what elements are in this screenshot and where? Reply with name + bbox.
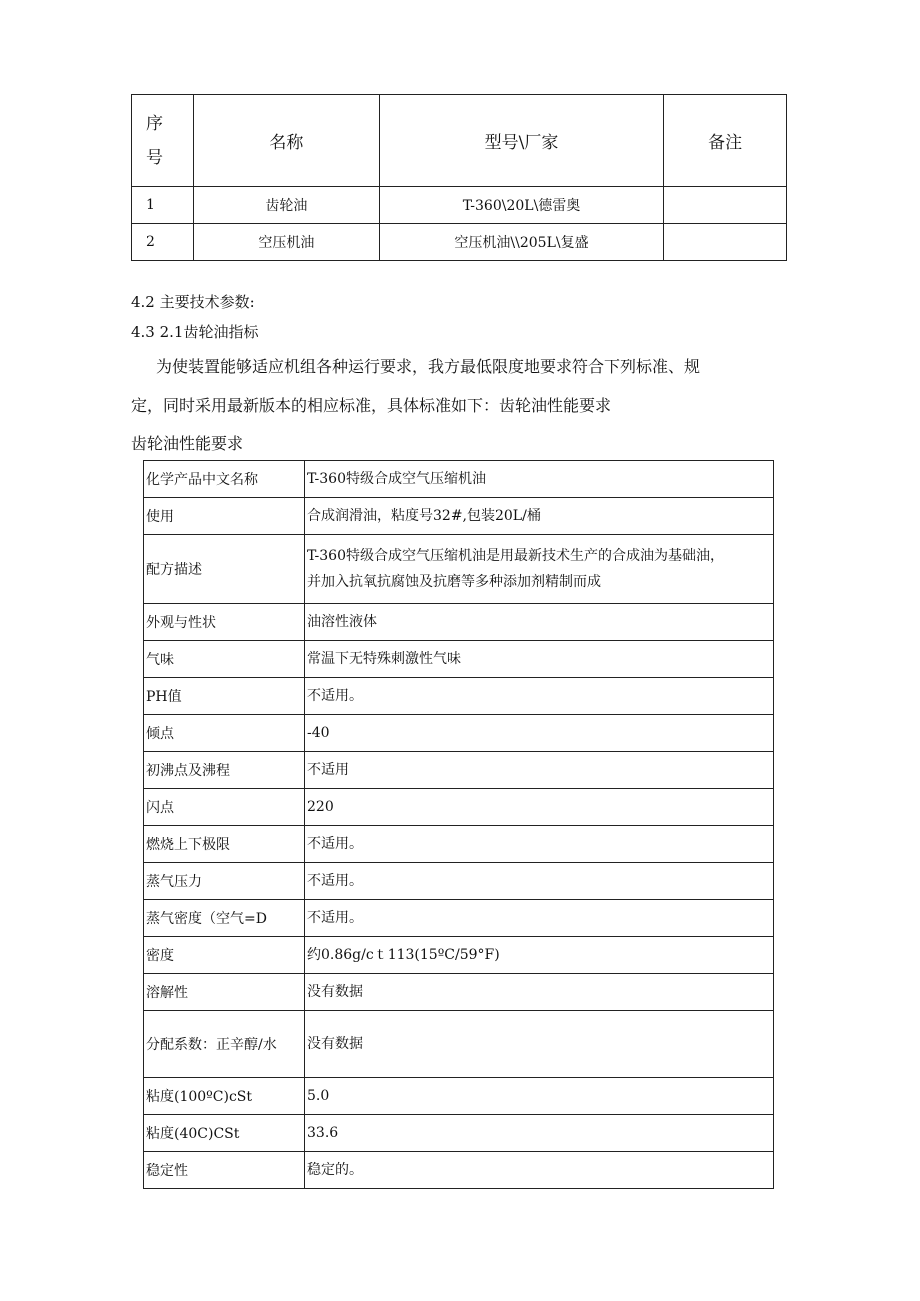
- spec-value: 稳定的。: [305, 1152, 774, 1189]
- spec-value: [305, 535, 774, 604]
- row-no: 1: [132, 187, 194, 224]
- spec-value-line1: T-360特级合成空气压缩机油是用最新技术生产的合成油为基础油，: [307, 548, 724, 564]
- spec-value: 5.0: [305, 1078, 774, 1115]
- spec-row: [144, 937, 774, 974]
- spec-value: 33.6: [305, 1115, 774, 1152]
- spec-row: [144, 604, 774, 641]
- spec-key: 溶解性: [144, 974, 305, 1011]
- header-model: 型号\厂家: [379, 95, 664, 187]
- header-no: [132, 95, 194, 187]
- spec-value: 没有数据: [305, 974, 774, 1011]
- spec-row: [144, 1078, 774, 1115]
- table-row: [132, 224, 787, 261]
- spec-value: 常温下无特殊刺激性气味: [305, 641, 774, 678]
- spec-row: [144, 535, 774, 604]
- spec-row: [144, 461, 774, 498]
- spec-row: [144, 1115, 774, 1152]
- spec-row: [144, 863, 774, 900]
- spec-key: 倾点: [144, 715, 305, 752]
- spec-row: [144, 826, 774, 863]
- spec-value: 不适用。: [305, 863, 774, 900]
- spec-row: [144, 678, 774, 715]
- paragraph-line-1: 为使装置能够适应机组各种运行要求，我方最低限度地要求符合下列标准、规: [156, 357, 701, 376]
- header-note: 备注: [664, 95, 787, 187]
- spec-key: 外观与性状: [144, 604, 305, 641]
- spec-value: T-360特级合成空气压缩机油: [305, 461, 774, 498]
- row-name: 空压机油: [194, 224, 380, 261]
- row-note: [664, 224, 787, 261]
- spec-key: 粘度(100ºC)cSt: [144, 1078, 305, 1115]
- spec-value: 约0.86g/cｔ113(15ºC/59°F): [305, 937, 774, 974]
- row-model: T-360\20L\德雷奥: [379, 187, 664, 224]
- spec-key: 稳定性: [144, 1152, 305, 1189]
- section-heading-main-params: 4.2 主要技术参数:: [131, 293, 255, 311]
- spec-row: [144, 900, 774, 937]
- spec-key: 使用: [144, 498, 305, 535]
- spec-key: 粘度(40C)CSt: [144, 1115, 305, 1152]
- spec-key: 密度: [144, 937, 305, 974]
- row-model: 空压机油\\205L\复盛: [379, 224, 664, 261]
- spec-row: [144, 752, 774, 789]
- header-no-line1: 序: [146, 113, 163, 134]
- product-table: [131, 94, 787, 261]
- spec-value: 没有数据: [305, 1011, 774, 1078]
- header-name: 名称: [194, 95, 380, 187]
- row-no: 2: [132, 224, 194, 261]
- spec-value: 不适用: [305, 752, 774, 789]
- spec-value: 不适用。: [305, 678, 774, 715]
- table-row: [132, 187, 787, 224]
- spec-row: [144, 498, 774, 535]
- spec-row: [144, 715, 774, 752]
- spec-value: 合成润滑油，粘度号32#,包装20L/桶: [305, 498, 774, 535]
- spec-value: 油溶性液体: [305, 604, 774, 641]
- gear-oil-spec-table: [143, 460, 774, 1189]
- spec-row: [144, 974, 774, 1011]
- spec-key: 气味: [144, 641, 305, 678]
- spec-value: -40: [305, 715, 774, 752]
- row-name: 齿轮油: [194, 187, 380, 224]
- row-note: [664, 187, 787, 224]
- spec-key: 蒸气压力: [144, 863, 305, 900]
- spec-row: [144, 641, 774, 678]
- spec-key: 燃烧上下极限: [144, 826, 305, 863]
- spec-key: PH值: [144, 678, 305, 715]
- spec-value: 不适用。: [305, 900, 774, 937]
- spec-key: 化学产品中文名称: [144, 461, 305, 498]
- table-header-row: [132, 95, 787, 187]
- spec-value: 220: [305, 789, 774, 826]
- spec-key: 配方描述: [144, 535, 305, 604]
- spec-key: 蒸气密度（空气=D: [144, 900, 305, 937]
- table-caption: 齿轮油性能要求: [131, 434, 244, 453]
- section-heading-gear-oil: 4.3 2.1齿轮油指标: [131, 323, 259, 341]
- header-no-line2: 号: [146, 147, 163, 168]
- spec-row: [144, 1152, 774, 1189]
- spec-value: 不适用。: [305, 826, 774, 863]
- paragraph-line-2: 定，同时采用最新版本的相应标准，具体标准如下：齿轮油性能要求: [131, 396, 612, 415]
- spec-key: 分配系数：正辛醇/水: [144, 1011, 305, 1078]
- spec-key: 闪点: [144, 789, 305, 826]
- spec-value-line2: 并加入抗氧抗腐蚀及抗磨等多种添加剂精制而成: [307, 574, 601, 590]
- spec-key: 初沸点及沸程: [144, 752, 305, 789]
- spec-row: [144, 1011, 774, 1078]
- spec-row: [144, 789, 774, 826]
